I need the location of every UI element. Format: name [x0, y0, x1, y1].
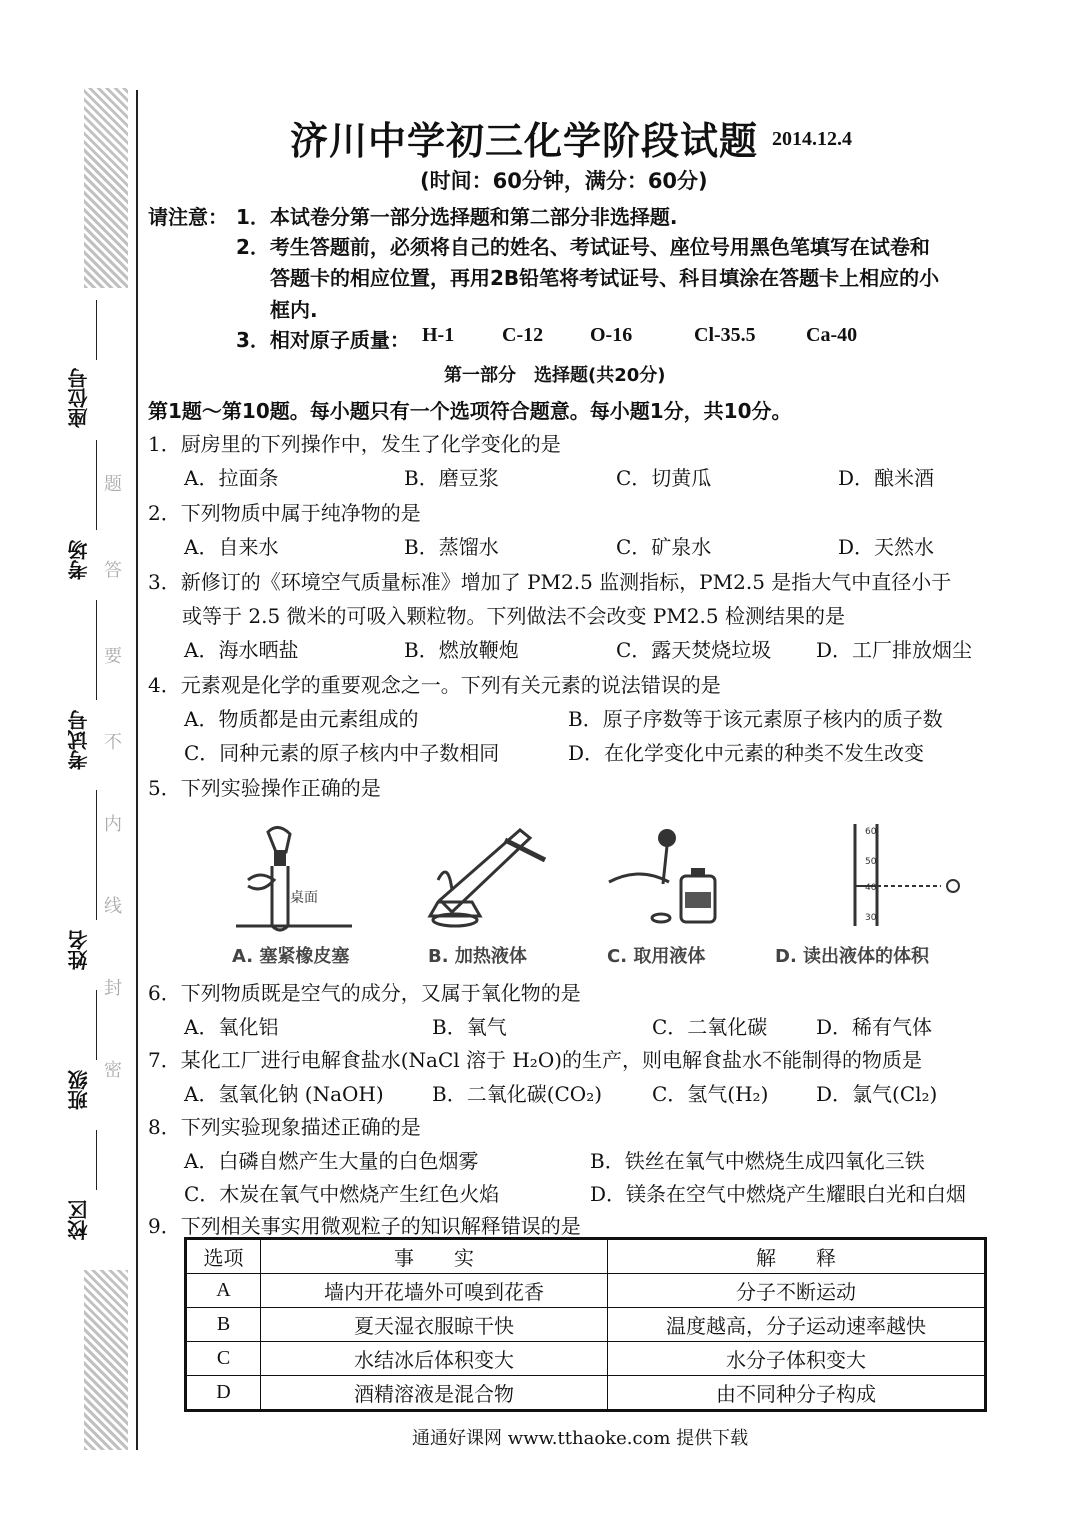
- scale-label: 50: [865, 857, 877, 867]
- question-stem: 9．下列相关事实用微观粒子的知识解释错误的是: [148, 1214, 581, 1238]
- seal-char: 封: [104, 978, 122, 999]
- field-name: 姓名: [67, 930, 91, 970]
- answer-option: B．二氧化碳(CO₂): [432, 1082, 603, 1106]
- fill-line-class: [96, 990, 98, 1060]
- question-stem: 4．元素观是化学的重要观念之一。下列有关元素的说法错误的是: [148, 673, 721, 697]
- answer-option: A．氢氧化钠 (NaOH): [184, 1082, 384, 1106]
- scale-label: 30: [865, 913, 877, 923]
- table-header: 解 释: [608, 1239, 986, 1274]
- table-cell: 酒精溶液是混合物: [261, 1376, 608, 1411]
- fill-line-room: [96, 440, 98, 530]
- table-header: 选项: [186, 1239, 261, 1274]
- notice-item: 答题卡的相应位置，再用2B铅笔将考试证号、科目填涂在答题卡上相应的小: [270, 266, 940, 290]
- answer-option: A．白磷自燃产生大量的白色烟雾: [184, 1149, 479, 1173]
- answer-option: D．工厂排放烟尘: [816, 638, 973, 662]
- figure-d-cylinder: [845, 820, 965, 932]
- seal-char: 答: [104, 560, 122, 581]
- margin-hatch-top: [84, 88, 128, 288]
- table-cell: B: [186, 1308, 261, 1342]
- seal-char: 不: [104, 732, 122, 753]
- table-cell: 水结冰后体积变大: [261, 1342, 608, 1376]
- scale-label: 60: [865, 827, 877, 837]
- answer-option: B．氧气: [432, 1015, 507, 1039]
- notice-item: 1．本试卷分第一部分选择题和第二部分非选择题.: [236, 205, 678, 229]
- margin-hatch-bottom: [84, 1270, 128, 1450]
- seal-char: 内: [104, 814, 122, 835]
- question-stem: 2．下列物质中属于纯净物的是: [148, 501, 421, 525]
- answer-option: C．二氧化碳: [652, 1015, 768, 1039]
- question-stem: 6．下列物质既是空气的成分，又属于氧化物的是: [148, 981, 581, 1005]
- question-stem: 8．下列实验现象描述正确的是: [148, 1115, 421, 1139]
- answer-option: B．燃放鞭炮: [404, 638, 519, 662]
- notice-label: 请注意：: [148, 205, 228, 229]
- table-header: 事 实: [261, 1239, 608, 1274]
- table-row: [186, 1308, 986, 1342]
- notice-item: 框内.: [270, 298, 318, 322]
- atomic-mass: H-1: [422, 324, 455, 346]
- answer-option: D．天然水: [838, 535, 935, 559]
- table-cell: 分子不断运动: [608, 1274, 986, 1308]
- question-stem: 5．下列实验操作正确的是: [148, 776, 381, 800]
- table-cell: C: [186, 1342, 261, 1376]
- table-row: [186, 1274, 986, 1308]
- atomic-mass: C-12: [502, 324, 544, 346]
- table-cell: 温度越高，分子运动速率越快: [608, 1308, 986, 1342]
- notice-item: 3．相对原子质量：: [236, 328, 410, 352]
- question-stem: 7．某化工厂进行电解食盐水(NaCl 溶于 H₂O)的生产，则电解食盐水不能制得的物质是: [148, 1048, 923, 1072]
- table-cell: D: [186, 1376, 261, 1411]
- question-stem: 1．厨房里的下列操作中，发生了化学变化的是: [148, 432, 561, 456]
- fill-line-name: [96, 790, 98, 920]
- scale-label: 40: [865, 883, 877, 893]
- answer-option: B．磨豆浆: [404, 466, 499, 490]
- table-cell: 由不同种分子构成: [608, 1376, 986, 1411]
- answer-option: D．在化学变化中元素的种类不发生改变: [568, 741, 925, 765]
- table-header-row: [186, 1239, 986, 1274]
- fill-line-campus: [96, 1130, 98, 1190]
- figure-caption: A. 塞紧橡皮塞: [232, 946, 350, 967]
- field-seat: 座位号: [67, 368, 91, 428]
- answer-option: D．酿米酒: [838, 466, 935, 490]
- atomic-mass: Ca-40: [806, 324, 858, 346]
- figure-caption: D. 读出液体的体积: [775, 946, 930, 967]
- answer-option: C．木炭在氧气中燃烧产生红色火焰: [184, 1182, 500, 1206]
- seal-char: 线: [104, 896, 122, 917]
- figure-caption: C. 取用液体: [607, 946, 706, 967]
- binding-line: [136, 90, 138, 1450]
- figure-b-heating: [420, 820, 560, 932]
- fill-line-seat: [96, 300, 98, 360]
- table-cell: A: [186, 1274, 261, 1308]
- answer-option: A．物质都是由元素组成的: [184, 707, 419, 731]
- figure-label: 桌面: [290, 890, 318, 906]
- atomic-mass: Cl-35.5: [694, 324, 756, 346]
- table-cell: 水分子体积变大: [608, 1342, 986, 1376]
- answer-option: A．自来水: [184, 535, 279, 559]
- field-campus: 校区: [67, 1200, 91, 1240]
- page-title: 济川中学初三化学阶段试题: [290, 118, 759, 163]
- seal-char: 题: [104, 474, 122, 495]
- question-stem: 3．新修订的《环境空气质量标准》增加了 PM2.5 监测指标，PM2.5 是指大气中直径小于: [148, 570, 952, 594]
- table-cell: 夏天湿衣服晾干快: [261, 1308, 608, 1342]
- answer-option: C．露天焚烧垃圾: [616, 638, 772, 662]
- table-cell: 墙内开花墙外可嗅到花香: [261, 1274, 608, 1308]
- figure-a-stopper: [228, 820, 358, 932]
- answer-option: B．原子序数等于该元素原子核内的质子数: [568, 707, 943, 731]
- seal-char: 密: [104, 1060, 122, 1081]
- answer-option: A．海水晒盐: [184, 638, 299, 662]
- answer-option: A．拉面条: [184, 466, 279, 490]
- answer-option: D．稀有气体: [816, 1015, 933, 1039]
- exam-date: 2014.12.4: [772, 128, 852, 150]
- table-row: [186, 1376, 986, 1411]
- atomic-mass: O-16: [590, 324, 633, 346]
- seal-char: 要: [104, 646, 122, 667]
- question-stem-cont: 或等于 2.5 微米的可吸入颗粒物。下列做法不会改变 PM2.5 检测结果的是: [182, 604, 845, 628]
- answer-option: C．氢气(H₂): [652, 1082, 769, 1106]
- answer-option: D．氯气(Cl₂): [816, 1082, 938, 1106]
- answer-option: B．蒸馏水: [404, 535, 499, 559]
- answer-option: A．氧化铝: [184, 1015, 279, 1039]
- answer-option: C．同种元素的原子核内中子数相同: [184, 741, 500, 765]
- table-row: [186, 1342, 986, 1376]
- answer-option: C．切黄瓜: [616, 466, 712, 490]
- exam-subtitle: (时间：60分钟，满分：60分): [420, 169, 708, 193]
- answer-option: C．矿泉水: [616, 535, 712, 559]
- part1-instruction: 第1题～第10题。每小题只有一个选项符合题意。每小题1分，共10分。: [148, 399, 792, 423]
- footer-source: 通通好课网 www.tthaoke.com 提供下载: [412, 1428, 749, 1449]
- field-room: 考场: [67, 540, 91, 580]
- field-class: 班级: [67, 1070, 91, 1110]
- figure-c-dropper: [605, 820, 735, 932]
- answer-option: D．镁条在空气中燃烧产生耀眼白光和白烟: [590, 1182, 967, 1206]
- field-exam-no: 考试号: [67, 710, 91, 770]
- answer-option: B．铁丝在氧气中燃烧生成四氧化三铁: [590, 1149, 925, 1173]
- question9-table: [184, 1237, 987, 1412]
- figure-caption: B. 加热液体: [428, 946, 527, 967]
- fill-line-exam-no: [96, 600, 98, 700]
- part1-heading: 第一部分 选择题(共20分): [444, 365, 666, 386]
- notice-item: 2．考生答题前，必须将自己的姓名、考试证号、座位号用黑色笔填写在试卷和: [236, 235, 930, 259]
